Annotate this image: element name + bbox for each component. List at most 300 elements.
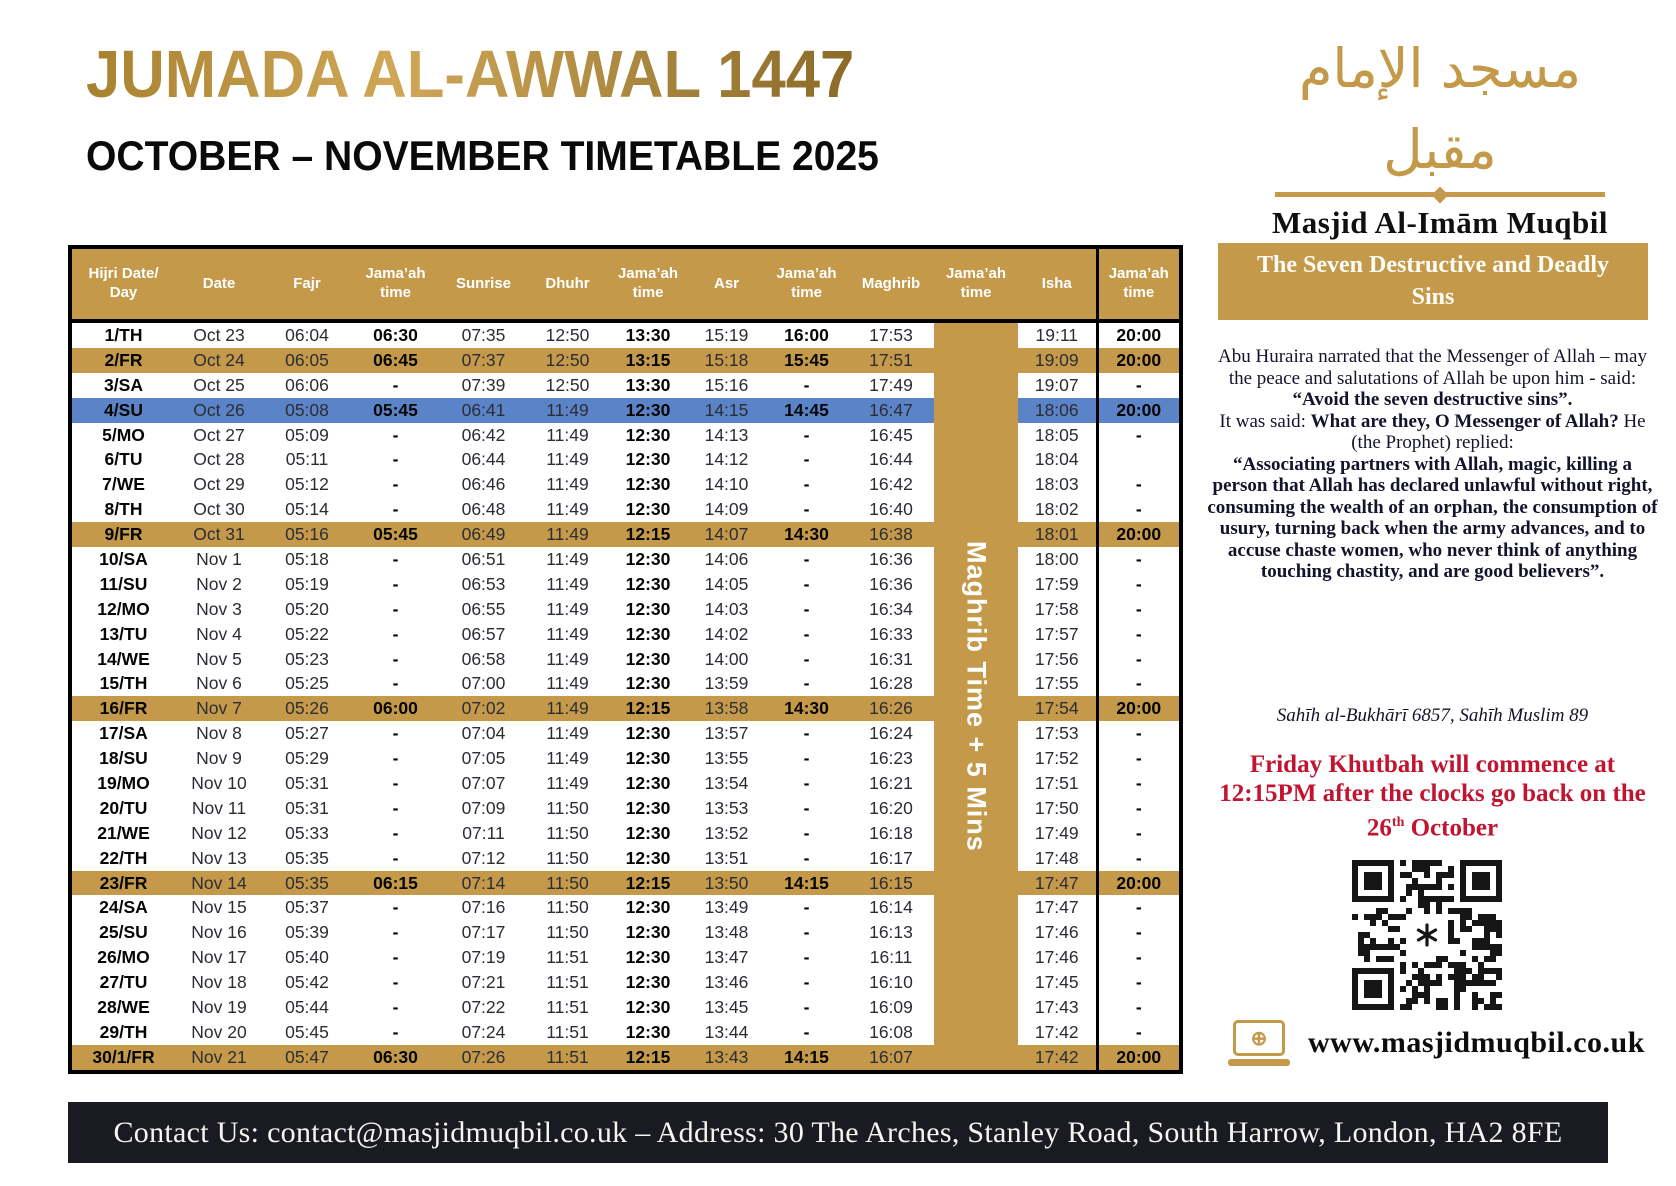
cell-dhuhr-jamaah: 12:15 <box>608 1045 688 1072</box>
page-subtitle: OCTOBER – NOVEMBER TIMETABLE 2025 <box>86 132 879 179</box>
cell-asr-jamaah: - <box>803 897 810 918</box>
cell-asr-jamaah: - <box>803 673 810 694</box>
cell-sunrise: 07:14 <box>440 871 527 896</box>
cell-dhuhr-jamaah: 12:30 <box>625 897 671 918</box>
cell-hijri-day: 19/MO <box>97 772 150 793</box>
cell-asr-jamaah: - <box>803 723 810 744</box>
cell-dhuhr: 11:49 <box>546 648 589 669</box>
column-header-hijri-day: Hijri Date/ Day <box>70 247 175 321</box>
column-header-fajr-jamaah: Jama’ah time <box>351 247 440 321</box>
cell-dhuhr-jamaah: 12:15 <box>608 871 688 896</box>
cell-date: Nov 3 <box>196 598 242 619</box>
cell-dhuhr: 11:50 <box>546 797 589 818</box>
cell-isha: 19:07 <box>1034 374 1079 395</box>
cell-dhuhr: 11:49 <box>546 598 589 619</box>
cell-dhuhr: 11:49 <box>546 723 589 744</box>
cell-dhuhr: 11:49 <box>546 424 589 445</box>
cell-date: Nov 11 <box>191 797 247 818</box>
cell-sunrise: 07:37 <box>440 348 527 373</box>
cell-asr-jamaah: - <box>803 822 810 843</box>
cell-hijri-day: 3/SA <box>104 374 143 395</box>
cell-asr: 15:16 <box>704 374 749 395</box>
cell-asr-jamaah: - <box>803 922 810 943</box>
cell-maghrib: 16:23 <box>869 748 913 769</box>
cell-dhuhr: 11:51 <box>527 1045 608 1072</box>
cell-fajr: 05:26 <box>263 696 351 721</box>
cell-asr: 15:19 <box>704 324 749 345</box>
cell-isha-jamaah: - <box>1097 497 1181 522</box>
cell-sunrise: 06:57 <box>461 623 506 644</box>
cell-dhuhr-jamaah: 12:30 <box>625 922 671 943</box>
asterisk-icon <box>1415 923 1439 947</box>
cell-fajr-jamaah: - <box>392 797 399 818</box>
cell-isha-jamaah: 20:00 <box>1097 348 1181 373</box>
cell-date: Nov 9 <box>196 748 242 769</box>
cell-hijri-day: 22/TH <box>99 847 148 868</box>
masjid-logo <box>1240 28 1640 241</box>
cell-asr-jamaah: - <box>803 598 810 619</box>
cell-dhuhr-jamaah: 12:30 <box>625 449 671 470</box>
cell-dhuhr: 11:49 <box>546 573 589 594</box>
cell-dhuhr: 12:50 <box>545 374 590 395</box>
cell-isha-jamaah: - <box>1097 771 1181 796</box>
cell-isha-jamaah: - <box>1097 572 1181 597</box>
cell-isha: 19:09 <box>1018 348 1097 373</box>
cell-maghrib: 16:15 <box>848 871 934 896</box>
cell-asr: 14:13 <box>704 424 749 445</box>
cell-date: Oct 23 <box>193 324 245 345</box>
cell-hijri-day: 16/FR <box>70 696 175 721</box>
cell-sunrise: 07:07 <box>461 772 506 793</box>
cell-dhuhr: 11:49 <box>527 398 608 423</box>
cell-asr-jamaah: - <box>803 847 810 868</box>
cell-dhuhr-jamaah: 12:30 <box>608 398 688 423</box>
cell-isha: 18:04 <box>1034 449 1079 470</box>
cell-fajr: 05:19 <box>285 573 329 594</box>
cell-fajr-jamaah: - <box>392 922 399 943</box>
cell-isha-jamaah: 20:00 <box>1097 696 1181 721</box>
column-header-maghrib: Maghrib <box>848 247 934 321</box>
cell-asr: 13:55 <box>704 748 749 769</box>
footer-contact-text: Contact Us: contact@masjidmuqbil.co.uk – Address: 30 The Arches, Stanley Road, South Harrow, London, HA2 8FE <box>113 1115 1563 1149</box>
cell-hijri-day: 6/TU <box>104 449 143 470</box>
cell-asr: 13:45 <box>704 996 749 1017</box>
column-header-asr: Asr <box>688 247 765 321</box>
cell-dhuhr-jamaah: 12:30 <box>625 673 671 694</box>
cell-isha-jamaah: - <box>1097 472 1181 497</box>
cell-fajr: 05:22 <box>285 623 329 644</box>
cell-hijri-day: 8/TH <box>104 499 143 520</box>
cell-maghrib: 16:34 <box>869 598 913 619</box>
cell-dhuhr-jamaah: 12:30 <box>625 847 671 868</box>
cell-sunrise: 06:53 <box>461 573 506 594</box>
cell-date: Nov 12 <box>191 822 247 843</box>
cell-fajr: 05:16 <box>263 522 351 547</box>
cell-date: Oct 27 <box>193 424 245 445</box>
cell-asr: 14:05 <box>704 573 749 594</box>
cell-isha: 17:46 <box>1034 922 1079 943</box>
cell-asr-jamaah: - <box>803 623 810 644</box>
cell-maghrib: 16:28 <box>869 673 913 694</box>
cell-isha: 18:01 <box>1018 522 1097 547</box>
cell-hijri-day: 12/MO <box>97 598 150 619</box>
cell-maghrib: 16:24 <box>869 723 913 744</box>
cell-isha-jamaah: - <box>1097 721 1181 746</box>
cell-sunrise: 06:55 <box>461 598 506 619</box>
cell-isha-jamaah: - <box>1097 995 1181 1020</box>
cell-maghrib: 16:36 <box>869 573 913 594</box>
cell-date: Nov 13 <box>191 847 247 868</box>
cell-fajr-jamaah: - <box>392 772 399 793</box>
cell-maghrib: 17:49 <box>869 374 913 395</box>
cell-isha: 17:45 <box>1034 972 1079 993</box>
cell-dhuhr: 11:50 <box>527 871 608 896</box>
cell-hijri-day: 2/FR <box>70 348 175 373</box>
cell-dhuhr-jamaah: 12:30 <box>625 573 671 594</box>
cell-date: Nov 1 <box>196 548 242 569</box>
cell-hijri-day: 28/WE <box>97 996 150 1017</box>
timetable-header <box>70 247 1181 321</box>
cell-dhuhr-jamaah: 12:30 <box>625 1021 671 1042</box>
cell-maghrib: 16:08 <box>869 1021 913 1042</box>
column-header-date: Date <box>175 247 263 321</box>
masjid-name: Masjid Al-Imām Muqbil <box>1271 205 1609 240</box>
cell-fajr-jamaah: - <box>392 1021 399 1042</box>
cell-isha-jamaah: 20:00 <box>1097 321 1181 348</box>
cell-asr: 13:57 <box>704 723 749 744</box>
cell-asr: 13:53 <box>704 797 749 818</box>
cell-isha: 18:03 <box>1034 474 1079 495</box>
cell-asr: 13:59 <box>704 673 749 694</box>
cell-maghrib: 16:09 <box>869 996 913 1017</box>
cell-hijri-day: 24/SA <box>99 897 148 918</box>
prayer-timetable <box>68 245 1183 1074</box>
cell-fajr-jamaah: - <box>392 648 399 669</box>
cell-asr: 15:18 <box>688 348 765 373</box>
cell-isha-jamaah: - <box>1097 622 1181 647</box>
cell-maghrib: 16:45 <box>869 424 913 445</box>
cell-sunrise: 07:12 <box>461 847 506 868</box>
cell-isha: 17:57 <box>1034 623 1079 644</box>
cell-isha: 18:00 <box>1034 548 1079 569</box>
cell-fajr-jamaah: - <box>392 947 399 968</box>
cell-fajr: 05:33 <box>285 822 329 843</box>
cell-sunrise: 07:39 <box>461 374 506 395</box>
cell-fajr-jamaah: 05:45 <box>351 398 440 423</box>
cell-hijri-day: 29/TH <box>99 1021 148 1042</box>
cell-isha-jamaah: - <box>1097 547 1181 572</box>
cell-dhuhr: 11:50 <box>546 922 589 943</box>
cell-hijri-day: 30/1/FR <box>70 1045 175 1072</box>
cell-asr-jamaah: - <box>803 374 810 395</box>
cell-date: Nov 19 <box>191 996 247 1017</box>
cell-dhuhr: 11:51 <box>546 947 589 968</box>
cell-fajr: 06:06 <box>285 374 329 395</box>
cell-dhuhr: 11:50 <box>546 897 589 918</box>
cell-hijri-day: 5/MO <box>102 424 145 445</box>
cell-dhuhr-jamaah: 12:30 <box>625 797 671 818</box>
cell-date: Nov 14 <box>175 871 263 896</box>
cell-fajr: 05:35 <box>285 847 329 868</box>
timetable-body <box>70 321 1181 1072</box>
cell-hijri-day: 4/SU <box>70 398 175 423</box>
column-header-fajr: Fajr <box>263 247 351 321</box>
cell-date: Nov 10 <box>191 772 247 793</box>
cell-isha-jamaah: - <box>1097 373 1181 398</box>
cell-dhuhr: 11:51 <box>546 972 589 993</box>
cell-dhuhr-jamaah: 12:30 <box>625 598 671 619</box>
cell-asr-jamaah: - <box>803 996 810 1017</box>
cell-dhuhr-jamaah: 12:15 <box>608 696 688 721</box>
cell-dhuhr-jamaah: 12:30 <box>625 947 671 968</box>
cell-hijri-day: 23/FR <box>70 871 175 896</box>
cell-hijri-day: 14/WE <box>97 648 150 669</box>
cell-asr: 14:02 <box>704 623 749 644</box>
cell-isha-jamaah: 20:00 <box>1097 522 1181 547</box>
column-header-isha: Jama’ah time <box>934 247 1018 321</box>
cell-isha: 18:05 <box>1034 424 1079 445</box>
column-header-dhuhr: Dhuhr <box>527 247 608 321</box>
cell-dhuhr-jamaah: 13:30 <box>625 374 671 395</box>
cell-asr-jamaah: - <box>803 499 810 520</box>
cell-hijri-day: 11/SU <box>99 573 148 594</box>
cell-asr: 13:49 <box>704 897 749 918</box>
cell-maghrib: 17:53 <box>869 324 913 345</box>
cell-isha-jamaah: - <box>1097 846 1181 871</box>
cell-date: Oct 25 <box>193 374 245 395</box>
qr-code <box>1352 860 1502 1010</box>
cell-sunrise: 06:42 <box>461 424 506 445</box>
cell-maghrib: 16:33 <box>869 623 913 644</box>
cell-fajr-jamaah: - <box>392 499 399 520</box>
cell-hijri-day: 9/FR <box>70 522 175 547</box>
cell-dhuhr-jamaah: 12:30 <box>625 748 671 769</box>
cell-isha: 18:02 <box>1034 499 1079 520</box>
cell-maghrib: 16:21 <box>869 772 913 793</box>
cell-isha: 17:53 <box>1034 723 1079 744</box>
cell-dhuhr: 11:49 <box>546 499 589 520</box>
cell-hijri-day: 26/MO <box>97 947 150 968</box>
website-row <box>1228 1020 1645 1066</box>
cell-isha-jamaah: - <box>1097 821 1181 846</box>
cell-sunrise: 07:19 <box>461 947 506 968</box>
cell-sunrise: 06:49 <box>440 522 527 547</box>
cell-date: Oct 31 <box>175 522 263 547</box>
cell-dhuhr-jamaah: 12:30 <box>625 822 671 843</box>
cell-maghrib: 16:07 <box>848 1045 934 1072</box>
cell-asr: 13:52 <box>704 822 749 843</box>
cell-date: Nov 18 <box>191 972 247 993</box>
cell-dhuhr-jamaah: 12:30 <box>625 972 671 993</box>
cell-asr-jamaah: - <box>803 573 810 594</box>
cell-maghrib: 16:13 <box>869 922 913 943</box>
cell-fajr-jamaah: 06:15 <box>351 871 440 896</box>
cell-asr: 14:07 <box>688 522 765 547</box>
cell-date: Nov 5 <box>196 648 242 669</box>
cell-date: Nov 2 <box>196 573 242 594</box>
column-header-dhuhr-jamaah: Jama’ah time <box>608 247 688 321</box>
cell-fajr-jamaah: 06:00 <box>351 696 440 721</box>
cell-isha: 17:49 <box>1034 822 1079 843</box>
cell-hijri-day: 18/SU <box>99 748 148 769</box>
cell-fajr-jamaah: - <box>392 897 399 918</box>
cell-hijri-day: 17/SA <box>99 723 148 744</box>
cell-asr-jamaah: 14:15 <box>765 1045 848 1072</box>
cell-asr-jamaah: - <box>803 947 810 968</box>
cell-isha: 17:55 <box>1034 673 1079 694</box>
cell-dhuhr: 12:50 <box>545 324 590 345</box>
cell-fajr-jamaah: - <box>392 424 399 445</box>
cell-dhuhr-jamaah: 13:30 <box>625 324 671 345</box>
cell-dhuhr: 11:49 <box>546 748 589 769</box>
cell-date: Nov 21 <box>175 1045 263 1072</box>
cell-isha-jamaah: - <box>1097 647 1181 672</box>
cell-sunrise: 07:02 <box>440 696 527 721</box>
cell-sunrise: 07:26 <box>440 1045 527 1072</box>
cell-fajr: 05:11 <box>285 449 329 470</box>
cell-isha: 17:54 <box>1018 696 1097 721</box>
cell-fajr-jamaah: - <box>392 723 399 744</box>
cell-fajr: 05:12 <box>285 474 329 495</box>
cell-isha-jamaah: - <box>1097 597 1181 622</box>
cell-date: Oct 30 <box>193 499 245 520</box>
cell-asr-jamaah: - <box>803 548 810 569</box>
cell-asr: 13:46 <box>704 972 749 993</box>
cell-date: Oct 29 <box>193 474 245 495</box>
cell-hijri-day: 10/SA <box>99 548 148 569</box>
cell-dhuhr: 11:51 <box>546 996 589 1017</box>
cell-dhuhr: 11:49 <box>546 623 589 644</box>
cell-asr-jamaah: 16:00 <box>784 324 829 345</box>
cell-sunrise: 07:21 <box>461 972 506 993</box>
cell-dhuhr-jamaah: 12:30 <box>625 648 671 669</box>
cell-isha: 17:58 <box>1034 598 1079 619</box>
cell-hijri-day: 7/WE <box>102 474 145 495</box>
cell-asr-jamaah: 14:15 <box>765 871 848 896</box>
cell-date: Nov 17 <box>191 947 247 968</box>
cell-fajr-jamaah: - <box>392 623 399 644</box>
cell-dhuhr: 12:50 <box>527 348 608 373</box>
cell-hijri-day: 21/WE <box>97 822 150 843</box>
cell-isha: 17:47 <box>1018 871 1097 896</box>
cell-isha: 17:48 <box>1034 847 1079 868</box>
cell-isha-jamaah: - <box>1097 796 1181 821</box>
cell-maghrib: 16:44 <box>869 449 913 470</box>
cell-dhuhr-jamaah: 12:30 <box>625 548 671 569</box>
cell-fajr: 05:37 <box>285 897 329 918</box>
cell-sunrise: 07:11 <box>462 822 505 843</box>
cell-dhuhr: 11:49 <box>546 673 589 694</box>
cell-maghrib: 16:26 <box>848 696 934 721</box>
cell-sunrise: 07:35 <box>461 324 506 345</box>
cell-dhuhr-jamaah: 12:30 <box>625 723 671 744</box>
cell-isha-jamaah: 20:00 <box>1097 871 1181 896</box>
cell-isha-jamaah: - <box>1097 1020 1181 1045</box>
cell-dhuhr-jamaah: 12:30 <box>625 772 671 793</box>
cell-fajr-jamaah: - <box>392 822 399 843</box>
cell-asr: 13:43 <box>688 1045 765 1072</box>
cell-fajr: 05:47 <box>263 1045 351 1072</box>
cell-fajr-jamaah: - <box>392 748 399 769</box>
cell-maghrib: 16:47 <box>848 398 934 423</box>
footer-bar <box>68 1102 1608 1163</box>
cell-asr: 13:47 <box>704 947 749 968</box>
logo-underline-rule <box>1275 192 1605 197</box>
cell-asr: 14:00 <box>704 648 749 669</box>
cell-sunrise: 06:51 <box>461 548 506 569</box>
cell-maghrib: 16:10 <box>869 972 913 993</box>
cell-date: Oct 26 <box>175 398 263 423</box>
cell-fajr: 05:31 <box>285 797 329 818</box>
cell-fajr-jamaah: - <box>392 673 399 694</box>
cell-dhuhr: 11:49 <box>546 449 589 470</box>
cell-isha-jamaah: - <box>1097 945 1181 970</box>
column-header-isha: Isha <box>1018 247 1097 321</box>
cell-isha: 18:06 <box>1018 398 1097 423</box>
cell-isha-jamaah: - <box>1097 423 1181 448</box>
cell-fajr: 05:27 <box>285 723 329 744</box>
cell-fajr: 05:40 <box>285 947 329 968</box>
khutbah-notice: Friday Khutbah will commence at 12:15PM after the clocks go back on the 26th October <box>1219 751 1646 842</box>
cell-dhuhr-jamaah: 12:30 <box>625 623 671 644</box>
cell-hijri-day: 1/TH <box>104 324 143 345</box>
cell-sunrise: 07:05 <box>461 748 506 769</box>
cell-sunrise: 06:58 <box>461 648 506 669</box>
cell-fajr-jamaah: - <box>392 374 399 395</box>
column-header-asr-jamaah: Jama’ah time <box>765 247 848 321</box>
cell-asr: 14:06 <box>704 548 749 569</box>
cell-isha: 17:46 <box>1034 947 1079 968</box>
cell-fajr-jamaah: - <box>392 996 399 1017</box>
cell-date: Nov 6 <box>196 673 242 694</box>
cell-fajr: 06:05 <box>263 348 351 373</box>
cell-asr-jamaah: 14:30 <box>765 522 848 547</box>
cell-fajr-jamaah: - <box>392 548 399 569</box>
column-header-isha-jamaah: Jama’ah time <box>1097 247 1181 321</box>
laptop-globe-icon: ⊕ <box>1228 1020 1290 1066</box>
cell-date: Oct 24 <box>175 348 263 373</box>
cell-asr-jamaah: - <box>803 648 810 669</box>
cell-isha: 17:59 <box>1034 573 1079 594</box>
cell-dhuhr: 11:50 <box>546 847 589 868</box>
cell-maghrib: 16:42 <box>869 474 913 495</box>
cell-isha-jamaah: 20:00 <box>1097 1045 1181 1072</box>
cell-asr-jamaah: 15:45 <box>765 348 848 373</box>
cell-date: Oct 28 <box>193 449 245 470</box>
cell-dhuhr: 11:49 <box>527 522 608 547</box>
cell-maghrib: 16:18 <box>869 822 913 843</box>
cell-date: Nov 15 <box>191 897 247 918</box>
cell-asr-jamaah: - <box>803 772 810 793</box>
cell-sunrise: 06:48 <box>461 499 506 520</box>
cell-fajr: 05:14 <box>285 499 329 520</box>
cell-hijri-day: 20/TU <box>99 797 148 818</box>
cell-fajr: 05:09 <box>285 424 329 445</box>
cell-dhuhr-jamaah: 12:30 <box>625 474 671 495</box>
cell-date: Nov 8 <box>196 723 242 744</box>
cell-fajr: 05:44 <box>285 996 329 1017</box>
cell-date: Nov 4 <box>196 623 242 644</box>
cell-isha-jamaah: - <box>1097 920 1181 945</box>
cell-isha-jamaah: - <box>1097 895 1181 920</box>
cell-date: Nov 16 <box>191 922 247 943</box>
cell-asr-jamaah: - <box>803 424 810 445</box>
cell-sunrise: 07:16 <box>461 897 506 918</box>
cell-dhuhr: 11:49 <box>546 772 589 793</box>
header-row <box>70 247 1181 321</box>
cell-maghrib: 16:20 <box>869 797 913 818</box>
cell-sunrise: 06:46 <box>461 474 506 495</box>
